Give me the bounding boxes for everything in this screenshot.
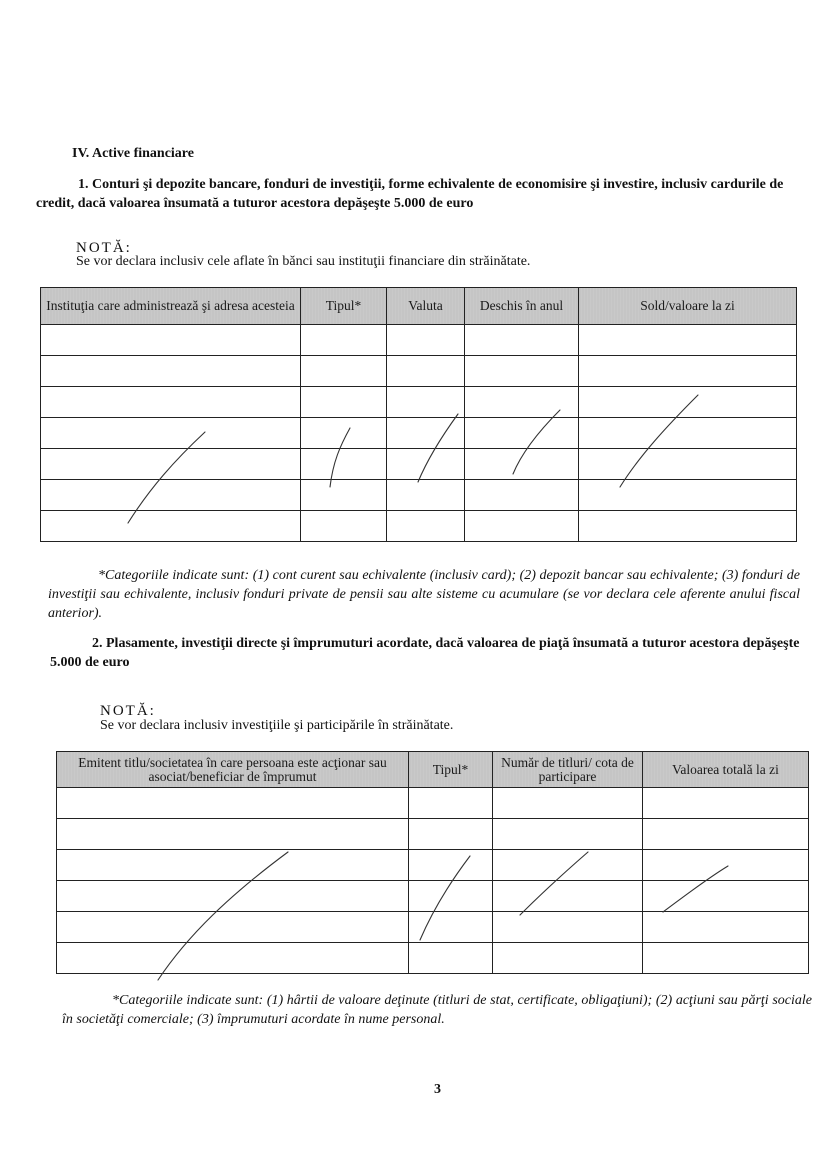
table-cell [301, 449, 387, 480]
table-row [57, 850, 809, 881]
bank-accounts-body [41, 325, 797, 542]
table-cell [41, 418, 301, 449]
header-total-value: Valoarea totală la zi [643, 752, 809, 788]
section2-heading: 2. Plasamente, investiţii directe şi împrumuturi acordate, dacă valoarea de piaţă însumată a tuturor acestora depăşeşte 5.000 de euro [50, 636, 800, 670]
header-balance: Sold/valoare la zi [579, 288, 797, 325]
bank-accounts-header-row [41, 288, 797, 325]
table-cell [409, 943, 493, 974]
table-cell [579, 511, 797, 542]
table-cell [41, 325, 301, 356]
section1-footnote: *Categoriile indicate sunt: (1) cont curent sau echivalente (inclusiv card); (2) depozit bancar sau echivalente; (3) fonduri de investiţii sau echivalente, inclusiv fonduri private de pensii sau alte sisteme cu acumulare (se vor declara cele aferente anului fiscal anterior). [48, 568, 800, 621]
table-cell [643, 850, 809, 881]
table-cell [387, 418, 465, 449]
table-cell [301, 325, 387, 356]
table-cell [57, 850, 409, 881]
table-row [57, 881, 809, 912]
table-cell [41, 449, 301, 480]
header-type: Tipul* [409, 752, 493, 788]
table-cell [387, 387, 465, 418]
table-cell [387, 449, 465, 480]
table-cell [493, 850, 643, 881]
table-cell [465, 356, 579, 387]
table-cell [493, 819, 643, 850]
table-cell [493, 912, 643, 943]
table-cell [465, 325, 579, 356]
header-type: Tipul* [301, 288, 387, 325]
table-cell [493, 881, 643, 912]
table-cell [301, 480, 387, 511]
page-number: 3 [434, 1082, 441, 1097]
table-cell [41, 387, 301, 418]
section1-heading: 1. Conturi şi depozite bancare, fonduri de investiţii, forme echivalente de economisire şi investire, inclusiv cardurile de credit, dacă valoarea însumată a tuturor acestora depăşeşte 5.000 de euro [36, 177, 784, 211]
section2-footnote: *Categoriile indicate sunt: (1) hârtii de valoare deţinute (titluri de stat, certificate, obligaţiuni); (2) acţiuni sau părţi sociale în societăţi comerciale; (3) împrumuturi acordate în nume personal. [62, 993, 812, 1027]
table-cell [409, 881, 493, 912]
table-row [41, 511, 797, 542]
section-title: IV. Active financiare [72, 146, 194, 161]
table-cell [643, 912, 809, 943]
table-row [41, 418, 797, 449]
investments-table [56, 751, 809, 974]
table-cell [579, 325, 797, 356]
table-cell [301, 418, 387, 449]
table-cell [409, 819, 493, 850]
table-cell [57, 788, 409, 819]
table-cell [57, 819, 409, 850]
table-row [41, 387, 797, 418]
table-cell [387, 356, 465, 387]
table-cell [41, 480, 301, 511]
table-cell [301, 511, 387, 542]
header-share-count: Număr de titluri/ cota de participare [493, 752, 643, 788]
table-row [57, 943, 809, 974]
table-cell [579, 356, 797, 387]
table-cell [41, 356, 301, 387]
investments-body [57, 788, 809, 974]
table-row [57, 912, 809, 943]
table-cell [301, 356, 387, 387]
table-cell [643, 819, 809, 850]
table-cell [493, 788, 643, 819]
table-cell [387, 325, 465, 356]
table-cell [465, 449, 579, 480]
table-cell [579, 449, 797, 480]
table-cell [643, 788, 809, 819]
section2-nota-text: Se vor declara inclusiv investiţiile şi participările în străinătate. [100, 718, 454, 733]
table-cell [57, 943, 409, 974]
table-cell [643, 881, 809, 912]
table-cell [409, 788, 493, 819]
table-cell [465, 480, 579, 511]
section1-nota-text: Se vor declara inclusiv cele aflate în bănci sau instituţii financiare din străinătate. [76, 254, 531, 269]
header-opened-year: Deschis în anul [465, 288, 579, 325]
table-row [41, 449, 797, 480]
section1-nota-label: NOTĂ: [76, 240, 132, 256]
table-cell [387, 480, 465, 511]
table-cell [493, 943, 643, 974]
table-cell [409, 850, 493, 881]
table-row [41, 325, 797, 356]
table-row [57, 819, 809, 850]
table-row [41, 480, 797, 511]
investments-header-row [57, 752, 809, 788]
table-cell [465, 387, 579, 418]
header-institution: Instituţia care administrează şi adresa acesteia [41, 288, 301, 325]
table-cell [579, 418, 797, 449]
table-cell [465, 511, 579, 542]
table-cell [465, 418, 579, 449]
table-row [41, 356, 797, 387]
table-cell [643, 943, 809, 974]
table-cell [387, 511, 465, 542]
table-cell [301, 387, 387, 418]
table-cell [41, 511, 301, 542]
table-row [57, 788, 809, 819]
section2-nota-label: NOTĂ: [100, 703, 156, 719]
table-cell [409, 912, 493, 943]
table-cell [57, 912, 409, 943]
table-cell [579, 387, 797, 418]
header-issuer: Emitent titlu/societatea în care persoana este acţionar sau asociat/beneficiar de împrumut [57, 752, 409, 788]
table-cell [57, 881, 409, 912]
header-currency: Valuta [387, 288, 465, 325]
bank-accounts-table [40, 287, 797, 542]
table-cell [579, 480, 797, 511]
